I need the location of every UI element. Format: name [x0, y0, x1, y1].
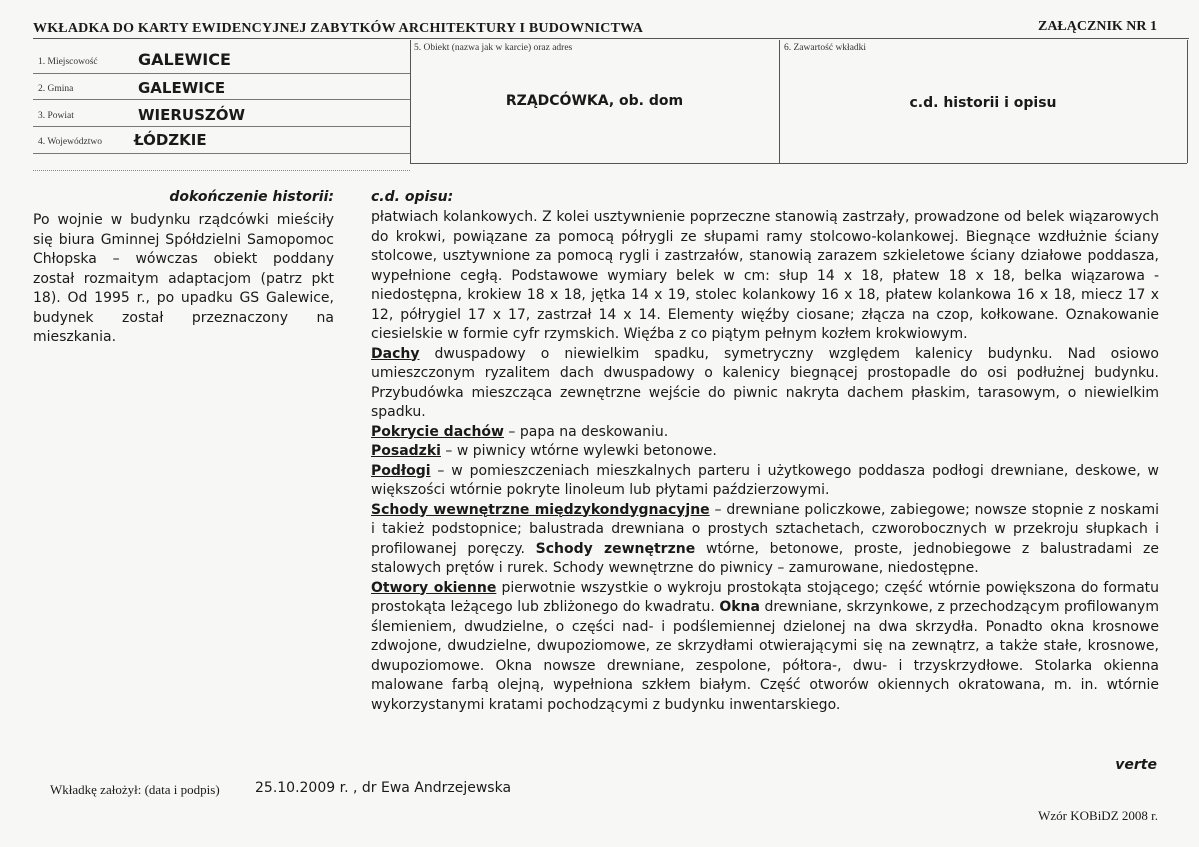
field-divider [33, 153, 410, 154]
field-divider-dotted [33, 170, 410, 171]
term-windows-2: Okna [719, 599, 760, 615]
field-value-voivodeship: ŁÓDZKIE [134, 131, 207, 149]
verte-label: verte [1115, 757, 1157, 773]
term-roofs: Dachy [371, 345, 420, 362]
description-item-floors: Podłogi – w pomieszczeniach mieszkalnych parteru i użytkowego poddasza podłogi drewniane, deskowe, w większości wtórnie pokryte linoleum lub płytami paździerzowymi. [371, 462, 1159, 498]
field-value-locality: GALEWICE [138, 50, 231, 69]
description-body [371, 208, 1159, 715]
term-floors: Podłogi [371, 462, 431, 479]
header-divider [33, 38, 1189, 39]
object-value: RZĄDCÓWKA, ob. dom [505, 93, 684, 109]
field-divider [33, 126, 410, 127]
description-heading: c.d. opisu: [371, 189, 454, 205]
description-item-floors-basement: Posadzki – w piwnicy wtórne wylewki betonowe. [371, 443, 717, 459]
field-label-district: 3. Powiat [38, 111, 74, 121]
field-divider [33, 73, 410, 74]
term-stairs-outer: Schody zewnętrzne [535, 540, 696, 557]
author-label: Wkładkę założył: (data i podpis) [50, 782, 220, 797]
attachment-number: ZAŁĄCZNIK NR 1 [1037, 19, 1157, 34]
field-label-voivodeship: 4. Województwo [38, 137, 102, 147]
field-label-commune: 2. Gmina [38, 84, 74, 94]
object-label: 5. Obiekt (nazwa jak w karcie) oraz adres [414, 43, 573, 53]
field-value-district: WIERUSZÓW [138, 106, 246, 124]
field-label-locality: 1. Miejscowość [38, 57, 98, 67]
description-item-stairs: Schody wewnętrzne międzykondygnacyjne – drewniane policzkowe, zabiegowe; nowsze stopnie z noskami i takież podstopnice; balustrada drewniana o prostych sztachetach, czworobocznych w przekroju słupkach i profilowanej poręczy. Schody zewnętrzne wtórne, betonowe, proste, jednobiegowe z balustradami ze stalowych prętów i rurek. Schody wewnętrzne do piwnicy – zamurowane, niedostępne. [371, 501, 1159, 576]
form-template-label: Wzór KOBiDZ 2008 r. [1038, 808, 1158, 823]
field-value-commune: GALEWICE [138, 79, 226, 97]
history-heading: dokończenie historii: [169, 189, 334, 205]
description-item-roofing: Pokrycie dachów – papa na deskowaniu. [371, 423, 669, 440]
term-floors-basement: Posadzki [371, 443, 441, 459]
form-title: WKŁADKA DO KARTY EWIDENCYJNEJ ZABYTKÓW ARCHITEKTURY I BUDOWNICTWA [33, 21, 644, 36]
term-stairs: Schody wewnętrzne międzykondygnacyjne [371, 501, 710, 518]
description-item-windows: Otwory okienne pierwotnie wszystkie o wykroju prostokąta stojącego; część wtórnie powiększona do formatu prostokąta leżącego lub zbliżonego do kwadratu. Okna drewniane, skrzynkowe, z przechodzącym profilowanym ślemieniem, dwudzielne, o części nad- i podślemiennej dzielonej na dwa skrzydła. Ponadto okna krosnowe zdwojone, dwudzielne, dwupoziomowe, ze skrzydłami otwierającymi się na zewnątrz, a także stałe, krosnowe, dwupoziomowe. Okna nowsze drewniane, zespolone, półtora-, dwu- i trzyskrzydłowe. Stolarka okienna malowane farbą olejną, wypełniona szkłem białym. Część otworów okiennych okratowana, m. in. wtórnie wykorzystanymi kratami pochodzącymi z budynku inwentarskiego. [371, 579, 1160, 713]
contents-value: c.d. historii i opisu [909, 95, 1057, 111]
description-intro: płatwiach kolankowych. Z kolei usztywnienie poprzeczne stanowią zastrzały, prowadzone od belek wiązarowych do krokwi, powiązane za pomocą półrygli ze słupami ramy stolcowo-kolankowej. Biegnące wzdłużnie ściany stolcowe, usztywnione za pomocą rygli i zastrzałów, stanowią zarazem szkieletowe ściany działowe poddasza, wypełnione cegłą. Podstawowe wymiary belek w cm: słup 14 x 18, płatew 18 x 18, belka wiązarowa - niedostępna, krokiew 18 x 18, jętka 14 x 19, stolec kolankowy 16 x 18, płatew kolankowa 16 x 18, miecz 17 x 12, półrygiel 17 x 17, zastrzał 14 x 14. Elementy więźby ciosane; złącza na czop, kołkowane. Oznakowanie ciesielskie w formie cyfr rzymskich. Więźba z co piątym pełnym kozłem krokwiowym. [371, 209, 1159, 342]
description-item-roofs: Dachy dwuspadowy o niewielkim spadku, symetryczny względem kalenicy budynku. Nad osiowo umieszczonym ryzalitem dach dwuspadowy o kalenicy biegnącej prostopadle do osi podłużnej budynku. Przybudówka mieszcząca zewnętrzne wejście do piwnic nakryta dachem płaskim, tarasowym, o niewielkim spadku. [371, 345, 1159, 420]
box-bottom-border [410, 163, 1187, 164]
history-text: Po wojnie w budynku rządcówki mieściły się biura Gminnej Spółdzielni Samopomoc Chłopska – wówczas obiekt poddany został rozmaitym adaptacjom (patrz pkt 18). Od 1995 r., po upadku GS Galewice, budynek został przeznaczony na mieszkania. [33, 212, 334, 345]
term-roofing: Pokrycie dachów [371, 423, 504, 440]
contents-label: 6. Zawartość wkładki [784, 43, 867, 53]
field-divider [33, 99, 410, 100]
author-value: 25.10.2009 r. , dr Ewa Andrzejewska [255, 780, 512, 796]
term-windows: Otwory okienne [371, 579, 497, 596]
box-right-border [1187, 40, 1188, 163]
